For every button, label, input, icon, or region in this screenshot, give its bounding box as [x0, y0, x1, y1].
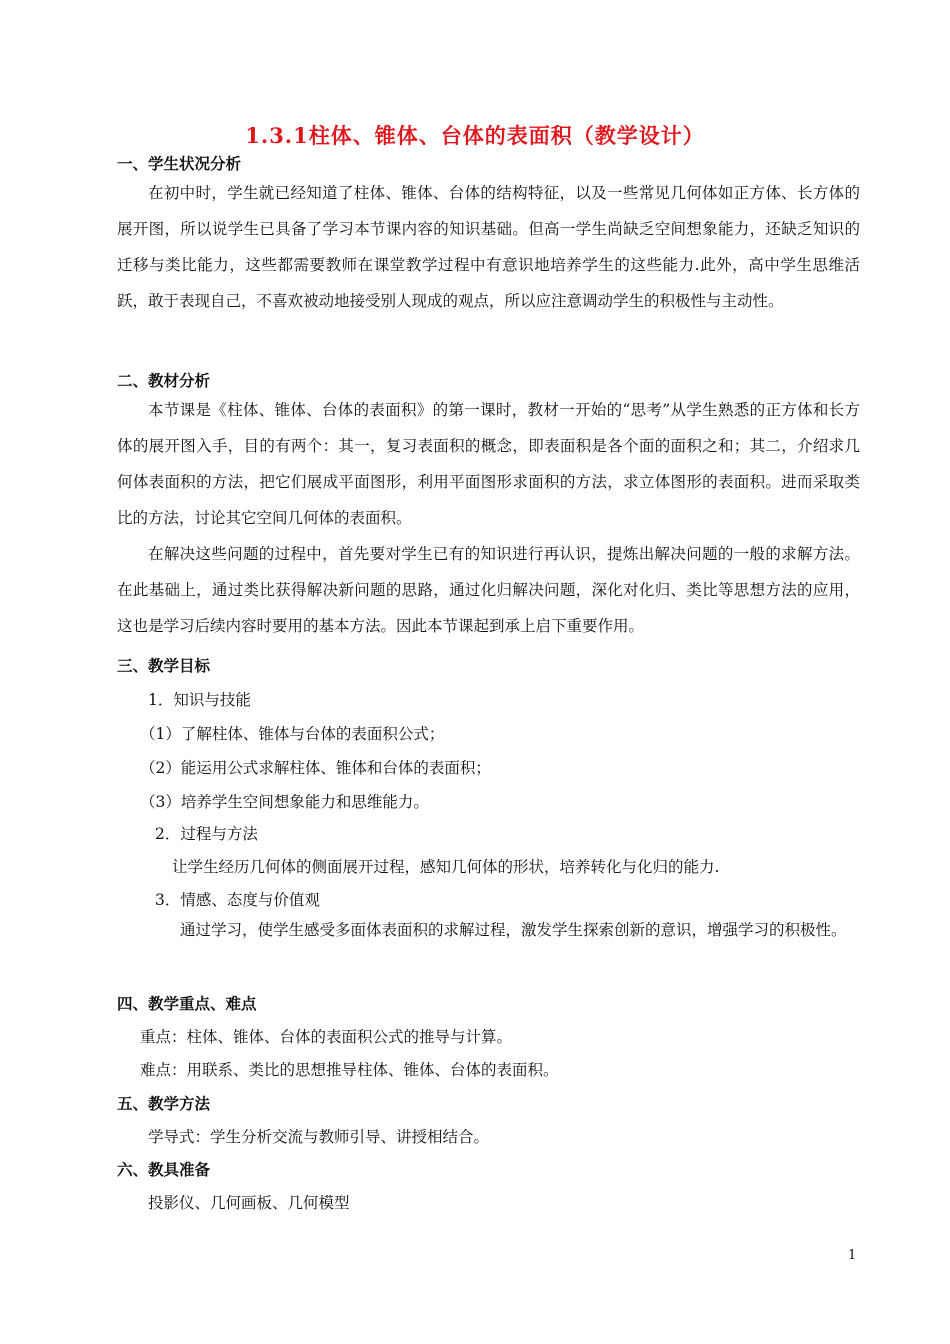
section-2-paragraph-1: 本节课是《柱体、锥体、台体的表面积》的第一课时，教材一开始的“思考”从学生熟悉的正方体和长方体的展开图入手，目的有两个：其一，复习表面积的概念，即表面积是各个面的面积之和；其二，介绍求几何体表面积的方法，把它们展成平面图形，利用平面图形求面积的方法，求立体图形的表面积。进而采取类比的方法，讨论其它空间几何体的表面积。 [117, 401, 860, 527]
teaching-aids: 投影仪、几何画板、几何模型 [148, 1194, 350, 1212]
objective-process-text: 让学生经历几何体的侧面展开过程，感知几何体的形状，培养转化与化归的能力. [172, 858, 720, 876]
section-heading-1: 一、学生状况分析 [117, 154, 242, 173]
difficult-point: 难点：用联系、类比的思想推导柱体、锥体、台体的表面积。 [140, 1061, 559, 1079]
section-heading-5: 五、教学方法 [117, 1094, 211, 1113]
teaching-method: 学导式：学生分析交流与教师引导、讲授相结合。 [148, 1128, 490, 1146]
section-heading-6: 六、教具准备 [117, 1160, 211, 1179]
section-heading-2: 二、教材分析 [117, 371, 211, 390]
objective-process: 2．过程与方法 [155, 825, 258, 843]
objective-attitude: 3．情感、态度与价值观 [155, 891, 320, 909]
section-2-paragraph-2: 在解决这些问题的过程中，首先要对学生已有的知识进行再认识，提炼出解决问题的一般的求解方法。在此基础上，通过类比获得解决新问题的思路，通过化归解决问题，深化对化归、类比等思想方法的应用，这也是学习后续内容时要用的基本方法。因此本节课起到承上启下重要作用。 [117, 545, 860, 635]
objective-attitude-text: 通过学习，使学生感受多面体表面积的求解过程，激发学生探索创新的意识，增强学习的积极性。 [180, 921, 847, 939]
section-heading-3: 三、教学目标 [117, 656, 211, 675]
objective-knowledge: 1．知识与技能 [148, 691, 251, 709]
objective-knowledge-3: （3）培养学生空间想象能力和思维能力。 [140, 793, 429, 811]
objective-knowledge-2: （2）能运用公式求解柱体、锥体和台体的表面积； [140, 759, 491, 777]
section-heading-4: 四、教学重点、难点 [117, 994, 257, 1013]
objective-knowledge-1: （1）了解柱体、锥体与台体的表面积公式； [140, 725, 445, 743]
key-point: 重点：柱体、锥体、台体的表面积公式的推导与计算。 [140, 1028, 513, 1046]
section-1-paragraph: 在初中时，学生就已经知道了柱体、锥体、台体的结构特征，以及一些常见几何体如正方体、长方体的展开图，所以说学生已具备了学习本节课内容的知识基础。但高一学生尚缺乏空间想象能力，还缺乏知识的迁移与类比能力，这些都需要教师在课堂教学过程中有意识地培养学生的这些能力.此外，高中学生思维活跃，敢于表现自己，不喜欢被动地接受别人现成的观点，所以应注意调动学生的积极性与主动性。 [117, 184, 860, 310]
page-number: 1 [848, 1248, 857, 1263]
document-title: 1.3.1柱体、锥体、台体的表面积（教学设计） [245, 123, 705, 148]
